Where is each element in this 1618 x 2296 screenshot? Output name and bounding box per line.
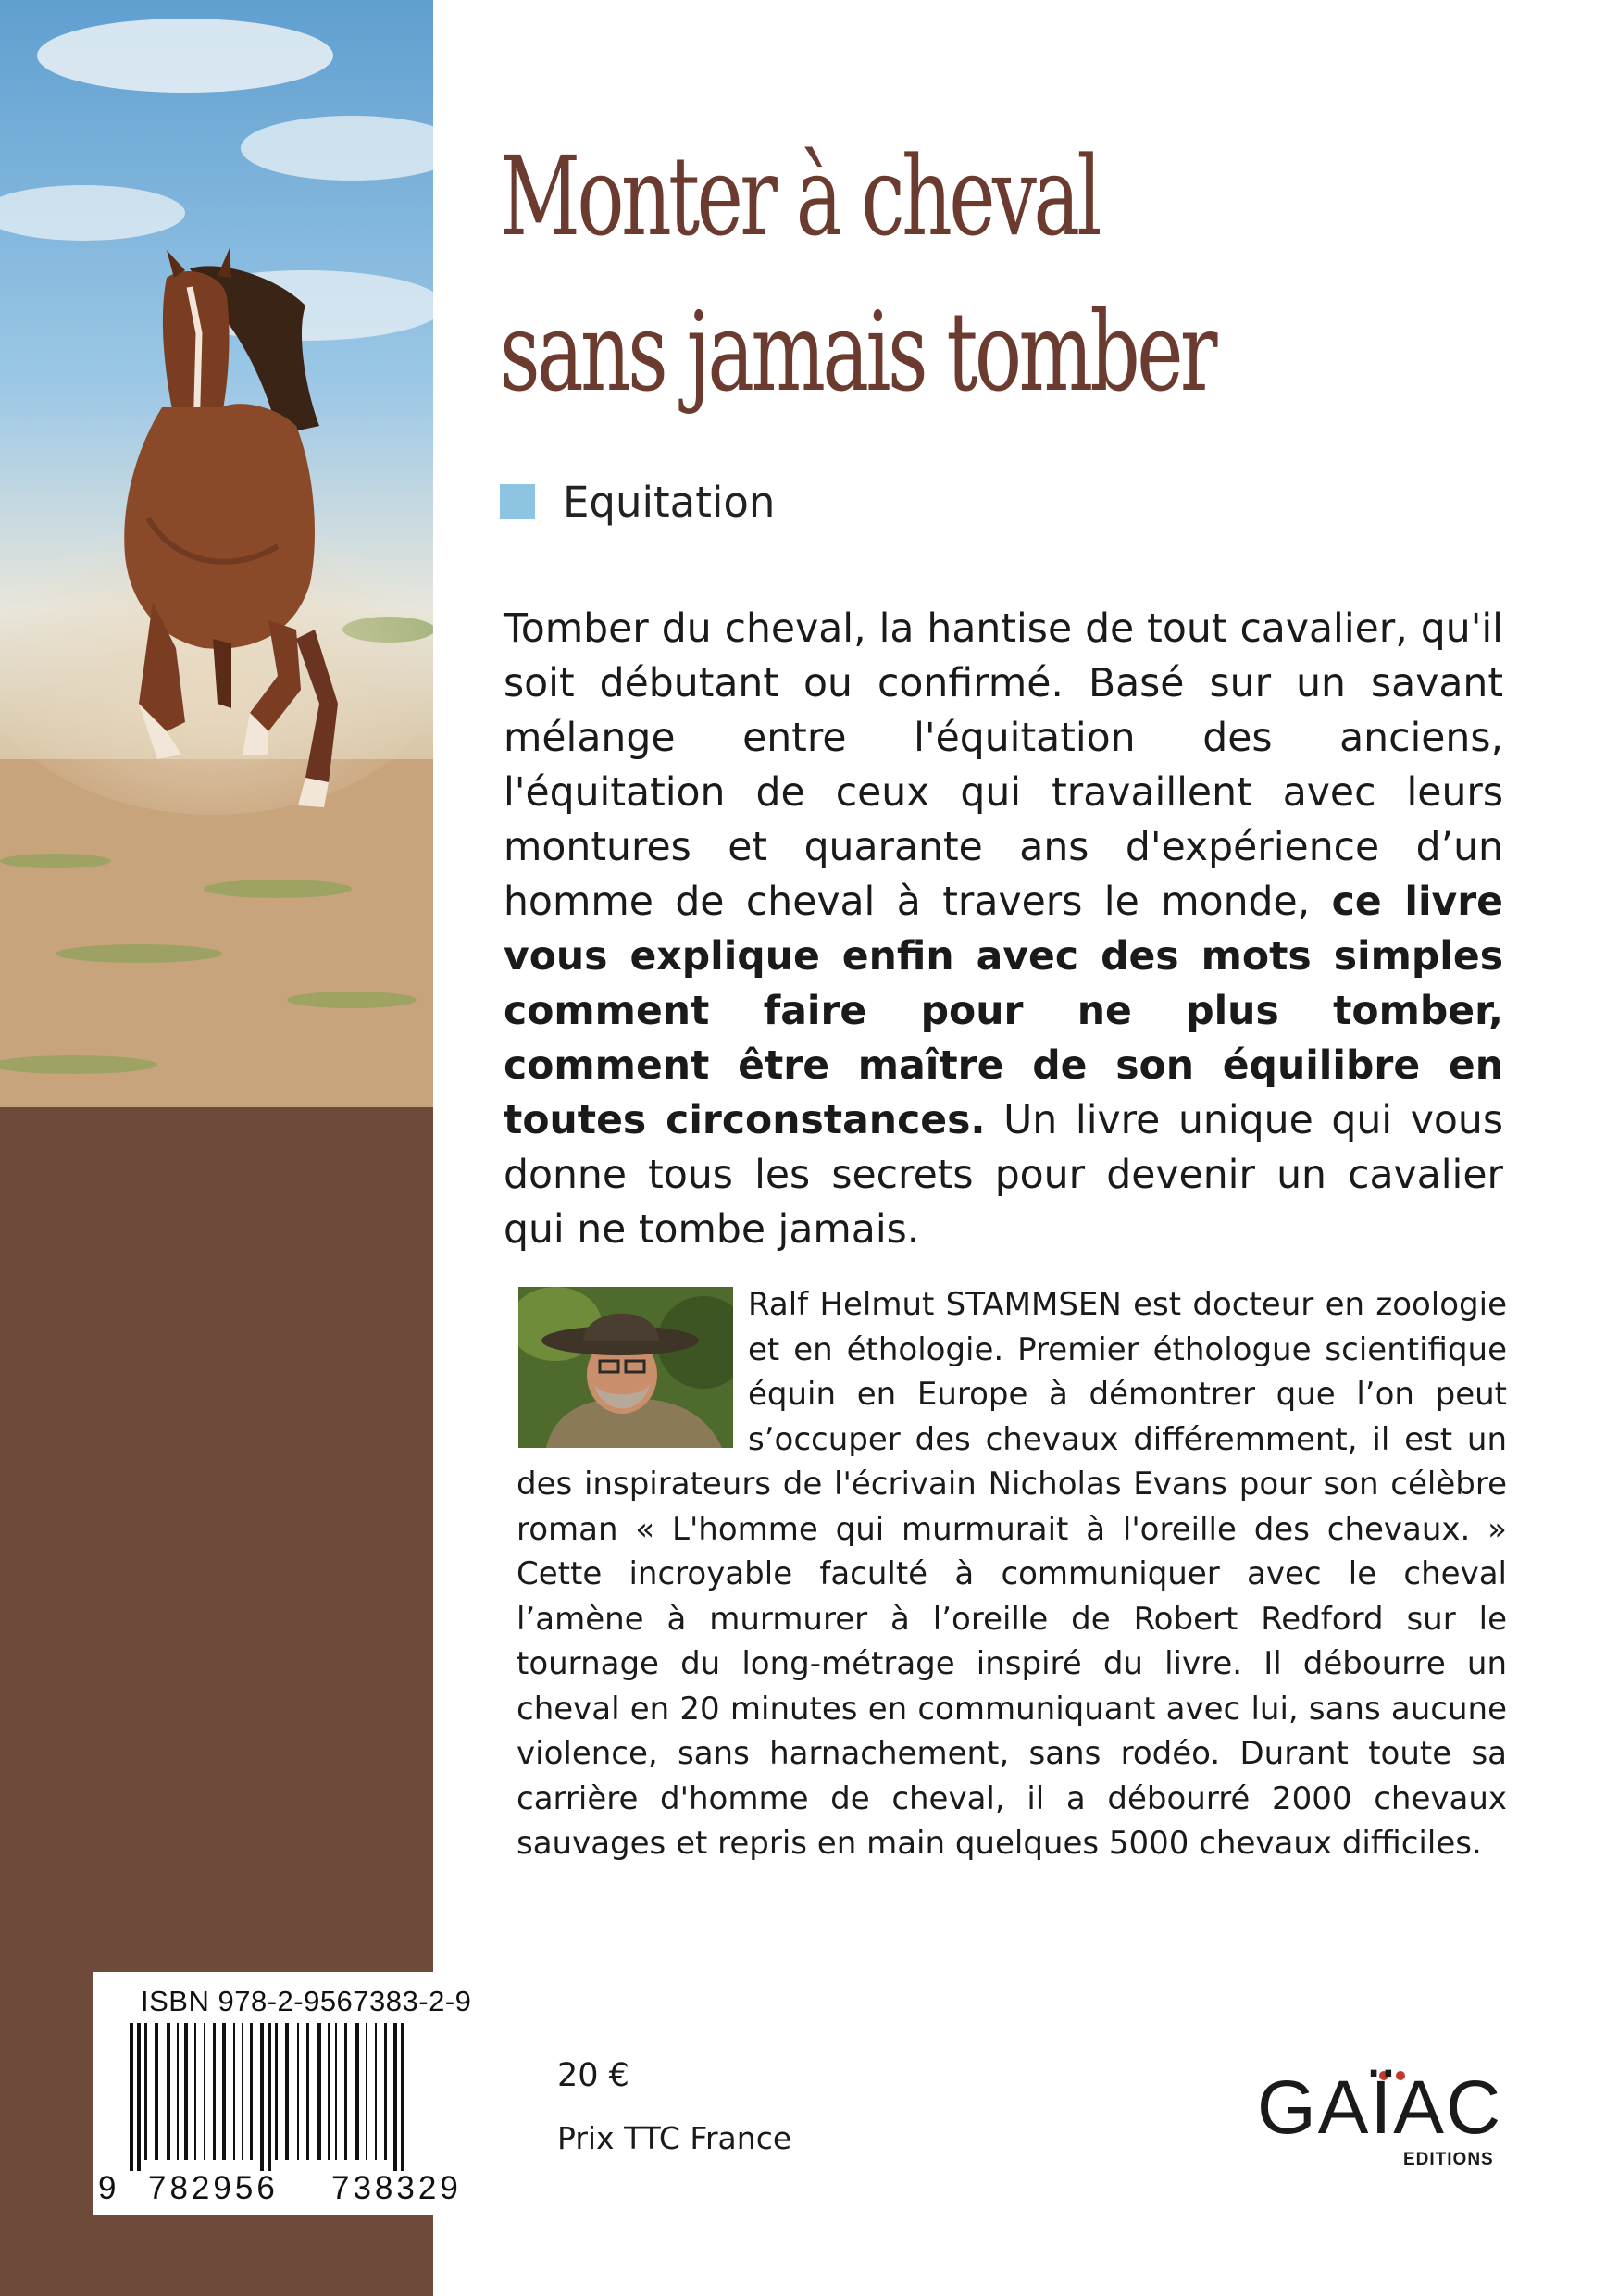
barcode-bar (177, 2023, 179, 2160)
barcode-bar (285, 2023, 289, 2160)
barcode-bar (297, 2023, 299, 2160)
category-label: Equitation (563, 477, 776, 527)
barcode-bar (317, 2023, 321, 2160)
barcode-bar (250, 2023, 253, 2160)
barcode-bar (275, 2023, 278, 2160)
price-note: Prix TTC France (557, 2120, 792, 2156)
category-tag (500, 477, 776, 527)
book-description (504, 602, 1503, 1257)
barcode-bar (366, 2023, 367, 2160)
isbn-barcode (93, 1972, 535, 2215)
barcode-digit-first: 9 (98, 2170, 117, 2206)
description-part1: Tomber du cheval, la hantise de tout cavalier, qu'il soit débutant ou confirmé. Basé sur un savant mélange entre l'équitation des anciens, l'équitation de ceux qui travaillent avec leurs montures et quarante ans d'expérience d’un homme de cheval à travers le monde, (504, 606, 1503, 925)
book-title-line1: Monter à cheval (500, 132, 1099, 260)
barcode-bar (167, 2023, 170, 2160)
barcode-bars (93, 2023, 535, 2171)
description-bold: ce livre vous explique enfin avec des mots simples comment faire pour ne plus tomber, comment être maître de son équilibre en toutes circonstances. (504, 880, 1503, 1143)
barcode-bar (233, 2023, 235, 2160)
author-bio-text: Ralf Helmut STAMMSEN est docteur en zoologie et en éthologie. Premier éthologue scientifique équin en Europe à démontrer que l’on peut s’occuper des chevaux différemment, il est un des inspirateurs de l'écrivain Nicholas Evans pour son célèbre roman « L'homme qui murmurait à l'oreille des chevaux. » Cette incroyable faculté à communiquer avec le cheval l’amène à murmurer à l’oreille de Robert Redford sur le tournage du long-métrage inspiré du livre. Il débourre un cheval en 20 minutes en communiquant avec lui, sans aucune violence, sans harnachement, sans rodéo. Durant toute sa carrière d'homme de cheval, il a débourré 2000 chevaux sauvages et repris en main quelques 5000 chevaux difficiles. (517, 1286, 1507, 1862)
barcode-bar (130, 2023, 133, 2171)
barcode-digit-group1: 782956 (148, 2170, 279, 2206)
barcode-bar (260, 2023, 264, 2171)
category-square-icon (500, 484, 535, 519)
barcode-bar (137, 2023, 141, 2171)
barcode-bar (375, 2023, 377, 2160)
book-title-line2: sans jamais tomber (500, 288, 1214, 416)
left-column (0, 0, 433, 2296)
horse-galloping-image (0, 0, 433, 1107)
publisher-name: GAÏAC (1257, 2065, 1503, 2150)
barcode-bar (393, 2023, 397, 2171)
isbn-label: ISBN 978-2-9567383-2-9 (141, 1985, 472, 2017)
barcode-bar (184, 2023, 188, 2160)
barcode-bar (204, 2023, 205, 2160)
description-part2: Un livre unique qui vous donne tous les secrets pour devenir un cavalier qui ne tombe jamais. (504, 1098, 1503, 1253)
barcode-bar (144, 2023, 147, 2160)
barcode-bar (355, 2023, 359, 2160)
barcode-bar (344, 2023, 347, 2160)
barcode-bar (268, 2023, 271, 2171)
barcode-digit-group2: 738329 (331, 2170, 462, 2206)
book-title (500, 119, 1266, 430)
barcode-bar (213, 2023, 216, 2160)
price-amount: 20 € (557, 2057, 629, 2094)
cover-photo-horse (0, 0, 433, 1107)
author-bio (517, 1282, 1507, 1866)
barcode-bar (194, 2023, 196, 2160)
publisher-sub: EDITIONS (1403, 2150, 1494, 2169)
barcode-bar (401, 2023, 404, 2171)
barcode-bar (306, 2023, 309, 2160)
publisher-logo (1257, 2065, 1535, 2172)
barcode-bar (384, 2023, 387, 2160)
barcode-bar (328, 2023, 330, 2160)
author-photo-spacer (517, 1282, 748, 1454)
barcode-bar (335, 2023, 337, 2160)
barcode-bar (242, 2023, 243, 2160)
barcode-bar (222, 2023, 226, 2160)
barcode-bar (155, 2023, 158, 2160)
